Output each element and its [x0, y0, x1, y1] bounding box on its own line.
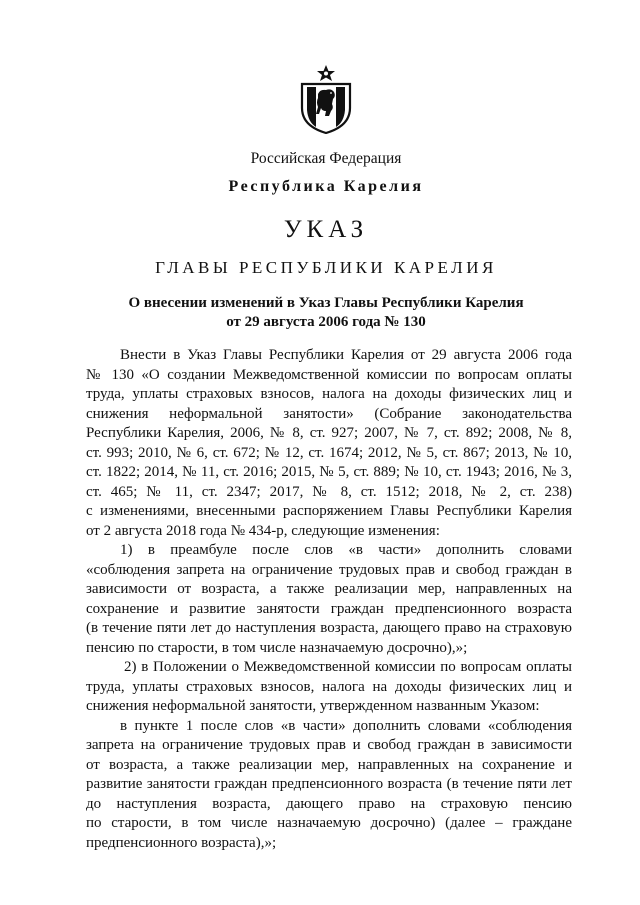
paragraph-item-2-point-1 [86, 717, 572, 854]
text-line: от 2 августа 2018 года № 434-р, следующие изменения: [86, 522, 440, 539]
document-subject [0, 294, 640, 332]
text-line: ст. 1822; 2014, № 11, ст. 2016; 2015, № 5, ст. 889; № 10, ст. 1943; 2016, № 3, [86, 464, 572, 480]
text-line: 1) в преамбуле после слов «в части» дополнить словами [120, 542, 572, 558]
text-line: с изменениями, внесенными распоряжением Главы Республики Карелия [86, 503, 572, 519]
decree-body [86, 346, 572, 853]
text-line: зависимости от возраста, а также реализации мер, направленных на [86, 581, 572, 597]
paragraph-intro [86, 346, 572, 541]
subject-line: О внесении изменений в Указ Главы Республики Карелия [128, 295, 524, 311]
text-line: Республики Карелия, 2006, № 8, ст. 927; 2007, № 7, ст. 892; 2008, № 8, [86, 425, 572, 441]
country-name: Российская Федерация [250, 150, 402, 167]
text-line: снижения неформальной занятости, утвержденном названным Указом: [86, 698, 540, 714]
text-line: сохранение и развитие занятости граждан предпенсионного возраста [86, 600, 572, 617]
text-line: № 130 «О создании Межведомственной комиссии по вопросам оплаты [86, 366, 572, 383]
subject-line: от 29 августа 2006 года № 130 [226, 314, 426, 330]
text-line: предпенсионного возраста),»; [86, 834, 277, 851]
issuing-authority: ГЛАВЫ РЕСПУБЛИКИ КАРЕЛИЯ [155, 258, 497, 277]
text-line: труда, уплаты страховых взносов, налога на доходы физических лиц и [86, 386, 572, 402]
paragraph-item-2 [86, 658, 572, 717]
text-line: ст. 465; № 11, ст. 2347; 2017, № 8, ст. 1512; 2018, № 2, ст. 238) [86, 483, 572, 500]
document-type: УКАЗ [283, 216, 369, 243]
text-line: «соблюдения запрета на ограничение трудовых прав и свобод граждан в [86, 561, 572, 578]
text-line: снижения неформальной занятости» (Собрание законодательства [86, 405, 572, 422]
text-line: запрета на ограничение трудовых прав и свобод граждан в зависимости [86, 737, 572, 753]
text-line: от возраста, а также реализации мер, направленных на сохранение и [86, 756, 572, 773]
text-line: (в течение пяти лет до наступления возраста, дающего право на страховую [86, 620, 572, 636]
text-line: Внести в Указ Главы Республики Карелия от 29 августа 2006 года [120, 347, 572, 363]
republic-name: Республика Карелия [228, 178, 424, 195]
coat-of-arms-icon [298, 64, 354, 134]
text-line: по старости, в том числе назначаемую досрочно) (далее – граждане [86, 815, 572, 831]
text-line: 2) в Положении о Межведомственной комиссии по вопросам оплаты [124, 659, 572, 675]
paragraph-item-1 [86, 541, 572, 658]
text-line: ст. 993; 2010, № 6, ст. 672; № 12, ст. 1674; 2012, № 5, ст. 867; 2013, № 10, [86, 444, 572, 461]
text-line: труда, уплаты страховых взносов, налога на доходы физических лиц и [86, 678, 572, 695]
text-line: пенсию по старости, в том числе назначаемую досрочно),»; [86, 639, 468, 656]
text-line: развитие занятости граждан предпенсионного возраста (в течение пяти лет [86, 776, 572, 792]
text-line: в пункте 1 после слов «в части» дополнить словами «соблюдения [120, 717, 572, 734]
text-line: до наступления возраста, дающего право на страховую пенсию [86, 795, 572, 812]
